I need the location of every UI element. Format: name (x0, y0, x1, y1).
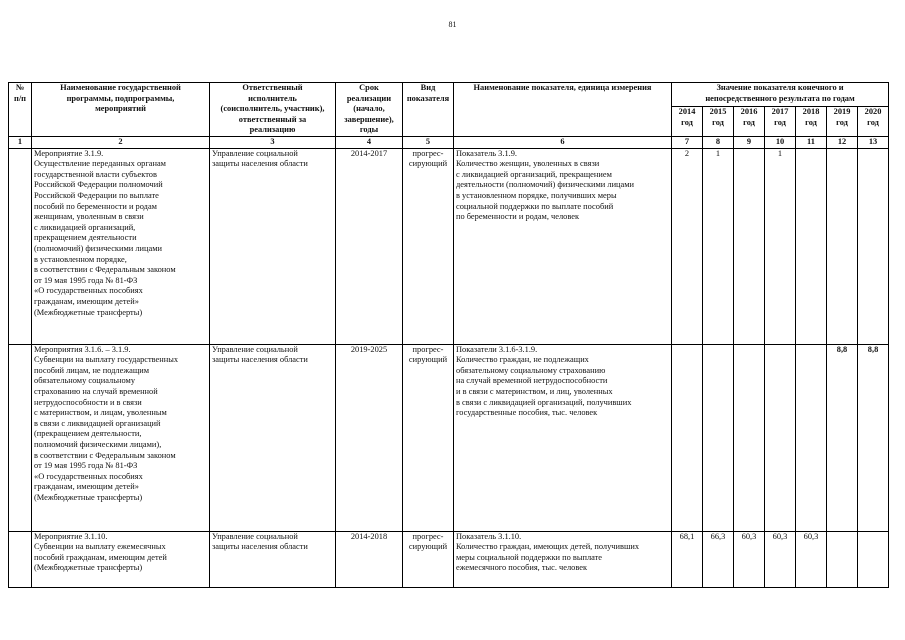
column-number: 1 (9, 137, 32, 149)
column-number: 4 (336, 137, 403, 149)
header-year-2016: 2016 год (734, 107, 765, 137)
header-values-group: Значение показателя конечного и непосредственного результата по годам (672, 83, 889, 107)
header-year-2020: 2020 год (858, 107, 889, 137)
row-indicator-name: Показатель 3.1.10. Количество граждан, имеющих детей, получивших меры социальной поддержки по выплате ежемесячного пособия, тыс. человек (454, 531, 672, 587)
row-period: 2019-2025 (336, 344, 403, 531)
column-number: 10 (765, 137, 796, 149)
row-indicator-type: прогрес- сирующий (403, 148, 454, 344)
row-value-2016 (734, 344, 765, 531)
row-value-2015: 1 (703, 148, 734, 344)
row-value-2017: 1 (765, 148, 796, 344)
row-indicator-name: Показатель 3.1.9. Количество женщин, уволенных в связи с ликвидацией организаций, прекращением деятельности (полномочий) физическими лицами в установленном порядке, получивших меры социальной поддержки по выплате пособий по беременности и родам, человек (454, 148, 672, 344)
row-period: 2014-2018 (336, 531, 403, 587)
header-executor: Ответственный исполнитель (соисполнитель, участник), ответственный за реализацию (210, 83, 336, 137)
row-executor: Управление социальной защиты населения области (210, 148, 336, 344)
table-row (9, 344, 889, 531)
table-row (9, 531, 889, 587)
row-executor: Управление социальной защиты населения области (210, 531, 336, 587)
row-value-2017 (765, 344, 796, 531)
column-number-row (9, 137, 889, 149)
column-number: 8 (703, 137, 734, 149)
column-number: 9 (734, 137, 765, 149)
row-value-2015: 66,3 (703, 531, 734, 587)
row-value-2019 (827, 531, 858, 587)
row-num (9, 344, 32, 531)
row-value-2019 (827, 148, 858, 344)
row-executor: Управление социальной защиты населения области (210, 344, 336, 531)
row-value-2020 (858, 531, 889, 587)
row-num (9, 531, 32, 587)
table-row (9, 148, 889, 344)
table-header-row (9, 83, 889, 107)
row-measure-name: Мероприятия 3.1.6. – 3.1.9. Субвенции на выплату государственных пособий лицам, не подлежащим обязательному социальному страхованию на случай временной нетрудоспособности и в связи с материнством, и лицам, уволенным в связи с ликвидацией организаций (прекращением деятельности, полномочий физическими лицами), в соответствии с Федеральным законом от 19 мая 1995 года № 81-ФЗ «О государственных пособиях гражданам, имеющим детей» (Межбюджетные трансферты) (32, 344, 210, 531)
header-year-2015: 2015 год (703, 107, 734, 137)
row-value-2018: 60,3 (796, 531, 827, 587)
column-number: 5 (403, 137, 454, 149)
row-value-2018 (796, 148, 827, 344)
row-value-2020 (858, 148, 889, 344)
header-year-2014: 2014 год (672, 107, 703, 137)
row-value-2014 (672, 344, 703, 531)
row-value-2016: 60,3 (734, 531, 765, 587)
column-number: 11 (796, 137, 827, 149)
header-name: Наименование государственной программы, подпрограммы, мероприятий (32, 83, 210, 137)
column-number: 7 (672, 137, 703, 149)
row-value-2015 (703, 344, 734, 531)
row-period: 2014-2017 (336, 148, 403, 344)
header-type: Вид показателя (403, 83, 454, 137)
row-value-2019: 8,8 (827, 344, 858, 531)
column-number: 6 (454, 137, 672, 149)
row-num (9, 148, 32, 344)
row-indicator-name: Показатели 3.1.6-3.1.9. Количество граждан, не подлежащих обязательному социальному страхованию на случай временной нетрудоспособности и в связи с материнством, и лиц, уволенных в связи с ликвидацией организаций, получивших государственные пособия, тыс. человек (454, 344, 672, 531)
row-value-2014: 2 (672, 148, 703, 344)
row-value-2020: 8,8 (858, 344, 889, 531)
row-measure-name: Мероприятие 3.1.9. Осуществление переданных органам государственной власти субъектов Российской Федерации полномочий Российской Федерации по выплате пособий по беременности и родам женщинам, уволенным в связи с ликвидацией организаций, прекращением деятельности (полномочий) физическими лицами в установленном порядке, в соответствии с Федеральным законом от 19 мая 1995 года № 81-ФЗ «О государственных пособиях гражданам, имеющим детей» (Межбюджетные трансферты) (32, 148, 210, 344)
column-number: 13 (858, 137, 889, 149)
header-period: Срок реализации (начало, завершение), годы (336, 83, 403, 137)
header-year-2018: 2018 год (796, 107, 827, 137)
row-indicator-type: прогрес- сирующий (403, 531, 454, 587)
row-value-2016 (734, 148, 765, 344)
header-year-2019: 2019 год (827, 107, 858, 137)
column-number: 2 (32, 137, 210, 149)
header-year-2017: 2017 год (765, 107, 796, 137)
row-indicator-type: прогрес- сирующий (403, 344, 454, 531)
row-value-2018 (796, 344, 827, 531)
header-indicator: Наименование показателя, единица измерения (454, 83, 672, 137)
row-value-2014: 68,1 (672, 531, 703, 587)
row-measure-name: Мероприятие 3.1.10. Субвенции на выплату ежемесячных пособий гражданам, имеющим детей (Межбюджетные трансферты) (32, 531, 210, 587)
header-num: № п/п (9, 83, 32, 137)
row-value-2017: 60,3 (765, 531, 796, 587)
column-number: 12 (827, 137, 858, 149)
indicators-table (8, 82, 889, 588)
page-number: 81 (448, 20, 457, 29)
column-number: 3 (210, 137, 336, 149)
